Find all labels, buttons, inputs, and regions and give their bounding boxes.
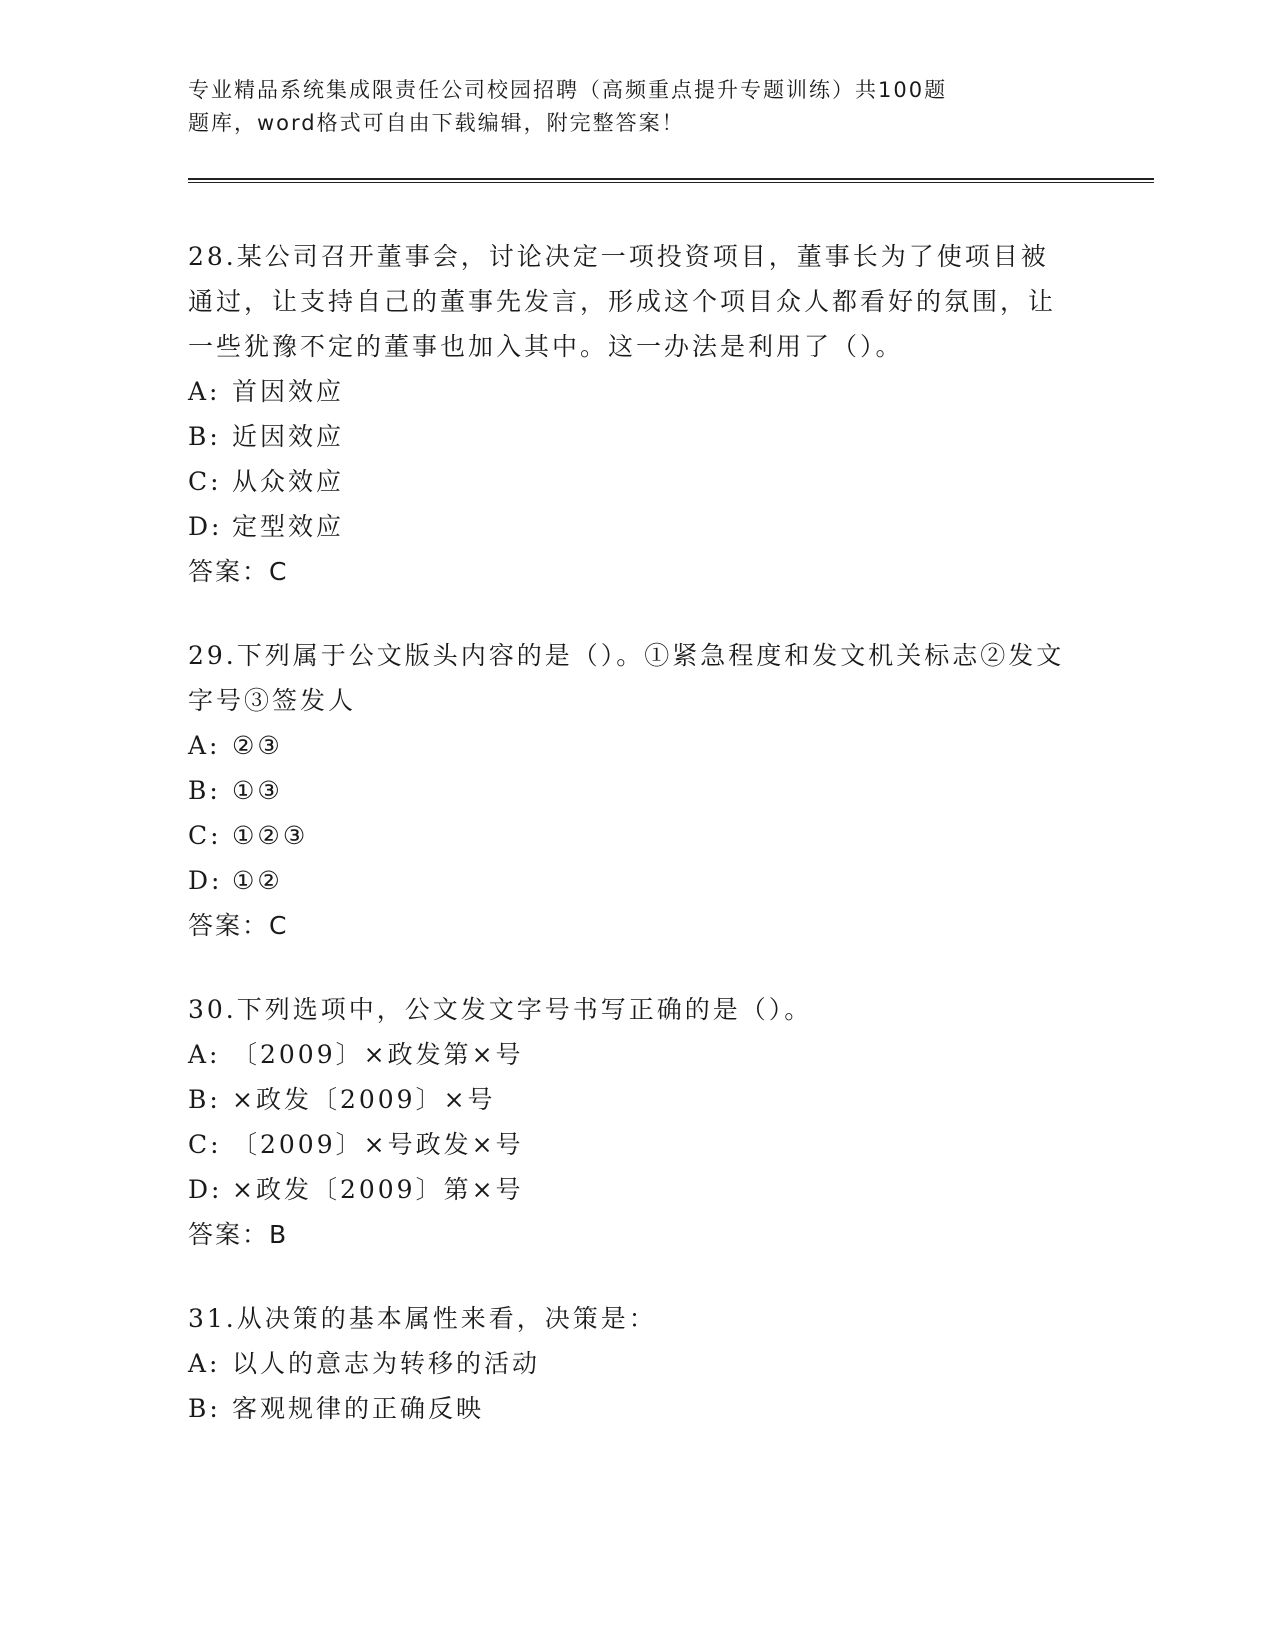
option-d bbox=[188, 504, 1088, 549]
question-list bbox=[188, 234, 1088, 1469]
option-letter: C: bbox=[188, 467, 222, 496]
question-text: 29.下列属于公文版头内容的是（）。①紧急程度和发文机关标志②发文字号③签发人 bbox=[188, 641, 1065, 715]
option-b bbox=[188, 1077, 1088, 1122]
option-letter: B: bbox=[188, 1394, 221, 1423]
option-c bbox=[188, 813, 1088, 858]
option-letter: A: bbox=[188, 377, 221, 406]
option-text: 客观规律的正确反映 bbox=[232, 1394, 485, 1423]
option-text: 〔2009〕×政发第×号 bbox=[232, 1040, 524, 1069]
option-a bbox=[188, 369, 1088, 414]
option-text: ①②③ bbox=[232, 821, 309, 850]
document-header bbox=[188, 74, 1048, 140]
option-d bbox=[188, 858, 1088, 903]
answer-line: 答案：C bbox=[188, 911, 289, 940]
question-30 bbox=[188, 987, 1088, 1258]
option-b bbox=[188, 414, 1088, 459]
option-letter: D: bbox=[188, 512, 223, 541]
option-letter: B: bbox=[188, 1085, 221, 1114]
question-text: 28.某公司召开董事会，讨论决定一项投资项目，董事长为了使项目被通过，让支持自己的董事先发言，形成这个项目众人都看好的氛围，让一些犹豫不定的董事也加入其中。这一办法是利用了（）。 bbox=[188, 242, 1057, 361]
question-text: 30.下列选项中，公文发文字号书写正确的是（）。 bbox=[188, 995, 813, 1024]
option-letter: B: bbox=[188, 422, 221, 451]
option-text: ①③ bbox=[232, 776, 283, 805]
option-a bbox=[188, 1032, 1088, 1077]
option-c bbox=[188, 459, 1088, 504]
option-letter: A: bbox=[188, 1349, 221, 1378]
option-letter: D: bbox=[188, 866, 223, 895]
option-letter: D: bbox=[188, 1175, 223, 1204]
option-letter: C: bbox=[188, 821, 222, 850]
question-text: 31.从决策的基本属性来看，决策是： bbox=[188, 1304, 657, 1333]
option-letter: C: bbox=[188, 1130, 222, 1159]
option-c bbox=[188, 1122, 1088, 1167]
header-line-2: 题库，word格式可自由下载编辑，附完整答案！ bbox=[188, 111, 685, 135]
header-line-1: 专业精品系统集成限责任公司校园招聘（高频重点提升专题训练）共100题 bbox=[188, 78, 948, 102]
option-letter: A: bbox=[188, 731, 221, 760]
option-text: ×政发〔2009〕×号 bbox=[232, 1085, 496, 1114]
option-text: ②③ bbox=[232, 731, 283, 760]
option-text: 首因效应 bbox=[232, 377, 345, 406]
question-29 bbox=[188, 633, 1088, 949]
option-text: 〔2009〕×号政发×号 bbox=[232, 1130, 524, 1159]
option-text: 从众效应 bbox=[232, 467, 345, 496]
option-a bbox=[188, 723, 1088, 768]
question-28 bbox=[188, 234, 1088, 595]
option-text: 定型效应 bbox=[232, 512, 345, 541]
option-text: 以人的意志为转移的活动 bbox=[232, 1349, 541, 1378]
answer-line: 答案：B bbox=[188, 1220, 289, 1249]
option-text: ×政发〔2009〕第×号 bbox=[232, 1175, 524, 1204]
option-b bbox=[188, 1386, 1088, 1431]
option-d bbox=[188, 1167, 1088, 1212]
answer-line: 答案：C bbox=[188, 557, 289, 586]
question-31 bbox=[188, 1296, 1088, 1431]
option-text: 近因效应 bbox=[232, 422, 345, 451]
option-letter: A: bbox=[188, 1040, 221, 1069]
option-b bbox=[188, 768, 1088, 813]
header-divider bbox=[188, 178, 1154, 183]
option-letter: B: bbox=[188, 776, 221, 805]
option-a bbox=[188, 1341, 1088, 1386]
option-text: ①② bbox=[232, 866, 283, 895]
